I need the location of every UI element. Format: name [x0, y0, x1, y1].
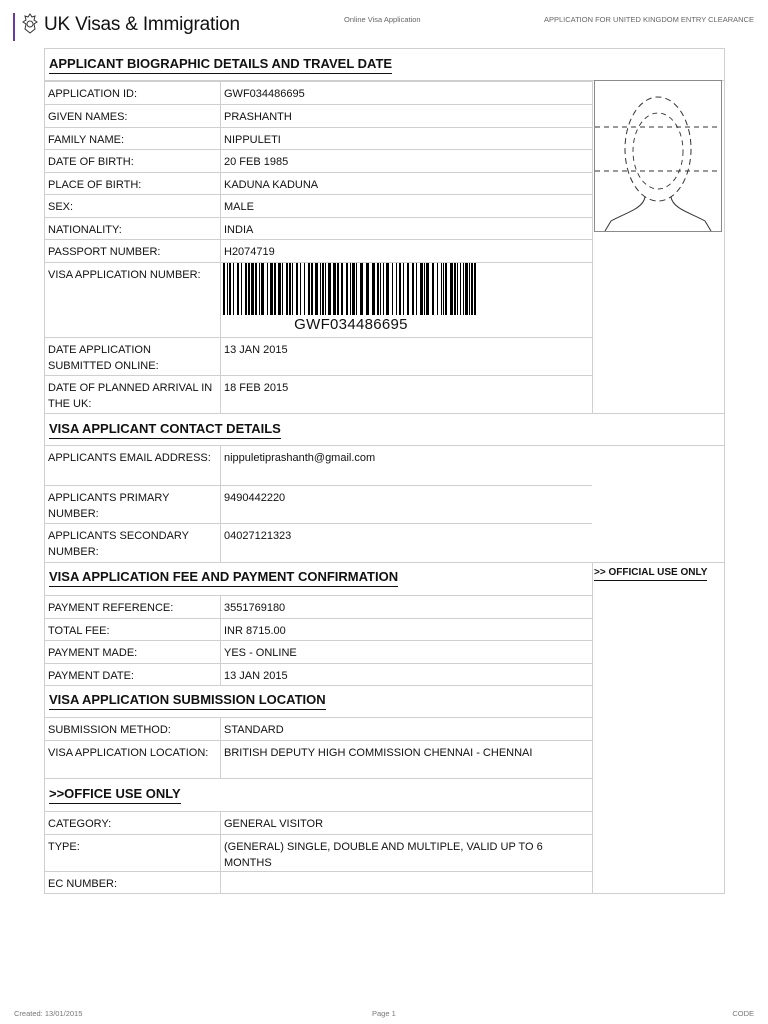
field-label: CATEGORY: [48, 818, 112, 830]
field-label: SUBMISSION METHOD: [48, 724, 171, 736]
table-row [44, 194, 592, 217]
table-row [44, 127, 592, 149]
field-value: INDIA [224, 224, 254, 236]
table-row [44, 104, 592, 127]
field-value: BRITISH DEPUTY HIGH COMMISSION CHENNAI - CHENNAI [224, 747, 533, 759]
section-title-office: >>OFFICE USE ONLY [49, 786, 181, 804]
section-title-contact: VISA APPLICANT CONTACT DETAILS [49, 421, 281, 439]
brand-bar [13, 13, 15, 41]
field-value: NIPPULETI [224, 134, 281, 146]
field-value: H2074719 [224, 246, 275, 258]
barcode-number: GWF034486695 [294, 316, 408, 333]
field-label: FAMILY NAME: [48, 134, 125, 146]
field-label: SEX: [48, 201, 74, 213]
table-row [44, 81, 592, 104]
field-label: VISA APPLICATION NUMBER: [48, 269, 201, 281]
field-label: VISA APPLICATION LOCATION: [48, 747, 209, 759]
table-row [44, 337, 592, 375]
field-value: MALE [224, 201, 254, 213]
field-value: STANDARD [224, 724, 284, 736]
field-label: APPLICATION ID: [48, 88, 138, 100]
field-value: 18 FEB 2015 [224, 382, 289, 394]
header-right-text: APPLICATION FOR UNITED KINGDOM ENTRY CLEARANCE [543, 15, 754, 24]
field-label: TOTAL FEE: [48, 625, 110, 637]
official-use-label: >> OFFICIAL USE ONLY [594, 567, 707, 581]
field-label: GIVEN NAMES: [48, 111, 128, 123]
field-label: DATE OF PLANNED ARRIVAL IN THE UK: [48, 382, 213, 410]
table-row [44, 663, 592, 685]
field-label: PAYMENT REFERENCE: [48, 602, 174, 614]
field-label: EC NUMBER: [48, 878, 118, 890]
table-row [44, 618, 592, 640]
table-row [44, 485, 592, 523]
field-value: 04027121323 [224, 530, 292, 542]
royal-crest-icon [21, 13, 39, 35]
section-title-fee: VISA APPLICATION FEE AND PAYMENT CONFIRMATION [49, 569, 398, 587]
field-value: 20 FEB 1985 [224, 156, 289, 168]
field-value: YES - ONLINE [224, 647, 297, 659]
table-row [44, 740, 592, 778]
field-label: DATE APPLICATION SUBMITTED ONLINE: [48, 344, 159, 372]
field-label: APPLICANTS EMAIL ADDRESS: [48, 452, 211, 464]
table-row [44, 834, 592, 871]
table-row [44, 446, 592, 485]
header-center-text: Online Visa Application [344, 15, 421, 24]
table-row [44, 811, 592, 834]
right-column-divider [592, 562, 593, 894]
section-divider [44, 413, 725, 414]
field-value: 13 JAN 2015 [224, 344, 288, 356]
footer-page: Page 1 [372, 1009, 396, 1018]
field-value: (GENERAL) SINGLE, DOUBLE AND MULTIPLE, VALID UP TO 6 MONTHS [224, 841, 543, 869]
field-label: APPLICANTS PRIMARY NUMBER: [48, 492, 170, 520]
page-header [0, 0, 768, 48]
photo-placeholder-icon [595, 81, 721, 231]
photo-placeholder [594, 80, 722, 232]
footer-created: Created: 13/01/2015 [14, 1009, 83, 1018]
field-value: GWF034486695 [224, 88, 305, 100]
field-value: nippuletiprashanth@gmail.com [224, 452, 376, 464]
section-title-submission: VISA APPLICATION SUBMISSION LOCATION [49, 692, 326, 710]
field-value: 13 JAN 2015 [224, 670, 288, 682]
field-label: TYPE: [48, 841, 80, 853]
table-row [44, 595, 592, 618]
field-value: KADUNA KADUNA [224, 179, 319, 191]
field-label: PASSPORT NUMBER: [48, 246, 161, 258]
field-label: APPLICANTS SECONDARY NUMBER: [48, 530, 189, 558]
table-row [44, 149, 592, 172]
field-value: 9490442220 [224, 492, 286, 504]
table-row [44, 239, 592, 262]
section-title-biographic: APPLICANT BIOGRAPHIC DETAILS AND TRAVEL DATE [49, 56, 392, 74]
brand-name: UK Visas & Immigration [44, 14, 240, 35]
field-label: PAYMENT DATE: [48, 670, 134, 682]
field-label: PLACE OF BIRTH: [48, 179, 142, 191]
field-value: PRASHANTH [224, 111, 292, 123]
table-row [44, 871, 592, 894]
field-value: GENERAL VISITOR [224, 818, 324, 830]
table-row [44, 523, 592, 562]
field-value: 3551769180 [224, 602, 286, 614]
table-row [44, 172, 592, 194]
table-row [44, 217, 592, 239]
field-label: NATIONALITY: [48, 224, 122, 236]
field-value: INR 8715.00 [224, 625, 286, 637]
table-row [44, 375, 592, 413]
right-column-divider [592, 80, 593, 414]
footer-code: CODE [732, 1009, 754, 1018]
table-row [44, 640, 592, 663]
table-row [44, 717, 592, 740]
field-label: DATE OF BIRTH: [48, 156, 134, 168]
barcode-icon [223, 263, 479, 315]
section-divider [44, 562, 725, 563]
field-label: PAYMENT MADE: [48, 647, 138, 659]
